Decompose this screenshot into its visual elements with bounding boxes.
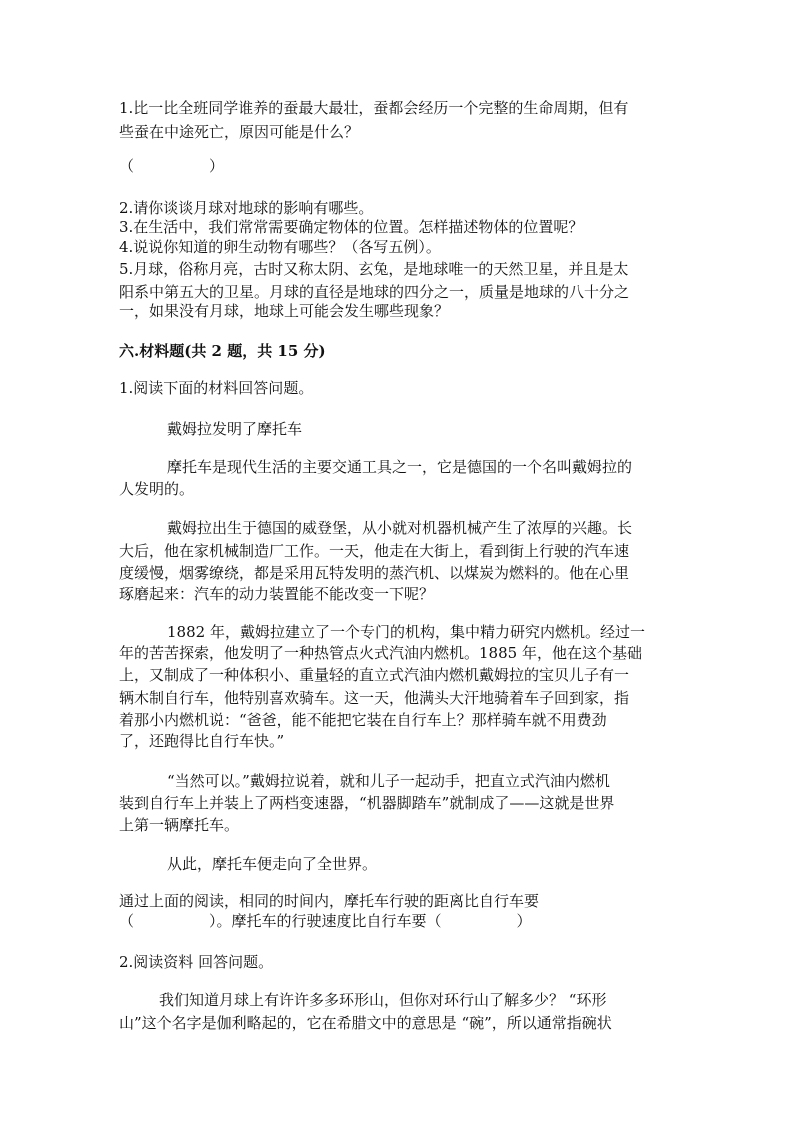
question-5-1-line-1: 1.比一比全班同学谁养的蚕最大最壮，蚕都会经历一个完整的生命周期，但有 <box>119 99 629 117</box>
paragraph-1-line-1: 摩托车是现代生活的主要交通工具之一，它是德国的一个名叫戴姆拉的 <box>167 458 633 476</box>
question-6-1-line-2: （ ）。摩托车的行驶速度比自行车要（ ） <box>119 912 532 930</box>
question-5-2: 2.请你谈谈月球对地球的影响有哪些。 <box>119 199 374 217</box>
paragraph-2-line-3: 度缓慢，烟雾缭绕，都是采用瓦特发明的蒸汽机、以煤炭为燃料的。他在心里 <box>119 564 630 582</box>
paragraph-4-line-1: “当然可以。”戴姆拉说着，就和儿子一起动手，把直立式汽油内燃机 <box>167 772 610 790</box>
paragraph-2-line-4: 琢磨起来：汽车的动力装置能不能改变一下呢？ <box>119 585 435 603</box>
paragraph-2-line-2: 大后，他在家机械制造厂工作。一天，他走在大街上，看到街上行驶的汽车速 <box>119 542 630 560</box>
question-5-4: 4.说说你知道的卵生动物有哪些？（各写五例）。 <box>119 238 441 256</box>
reading-2-line-1: 我们知道月球上有许许多多环形山，但你对环行山了解多少？ “环形 <box>159 991 607 1009</box>
paragraph-1-line-2: 人发明的。 <box>119 480 195 498</box>
question-6-2-prompt: 2.阅读资料 回答问题。 <box>119 953 274 971</box>
paragraph-3-line-3: 上，又制成了一种体积小、重量轻的直立式汽油内燃机戴姆拉的宝贝儿子有一 <box>119 666 630 684</box>
paragraph-3-line-6: 了，还跑得比自行车快。” <box>119 732 285 750</box>
question-6-1-prompt: 1.阅读下面的材料回答问题。 <box>119 379 314 397</box>
paragraph-4-line-2: 装到自行车上并装上了两档变速器，“机器脚踏车”就制成了——这就是世界 <box>119 794 615 812</box>
question-6-1-line-1: 通过上面的阅读，相同的时间内，摩托车行驶的距离比自行车要 <box>119 892 540 910</box>
question-5-5-line-2: 阳系中第五大的卫星。月球的直径是地球的四分之一，质量是地球的八十分之 <box>119 283 630 301</box>
question-5-1-line-2: 些蚕在中途死亡，原因可能是什么？ <box>119 123 360 141</box>
question-5-5-line-3: 一，如果没有月球，地球上可能会发生哪些现象？ <box>119 302 450 320</box>
paragraph-5: 从此，摩托车便走向了全世界。 <box>167 855 378 873</box>
paragraph-3-line-4: 辆木制自行车，他特别喜欢骑车。这一天，他满头大汗地骑着车子回到家，指 <box>119 689 630 707</box>
reading-2-line-2: 山”这个名字是伽利略起的，它在希腊文中的意思是 “碗”，所以通常指碗状 <box>119 1014 612 1032</box>
section-6-heading: 六.材料题(共 2 题，共 15 分) <box>119 342 326 360</box>
article-title: 戴姆拉发明了摩托车 <box>167 420 303 438</box>
question-5-3: 3.在生活中，我们常常需要确定物体的位置。怎样描述物体的位置呢？ <box>119 218 584 236</box>
paragraph-4-line-3: 上第一辆摩托车。 <box>119 816 240 834</box>
question-5-5-line-1: 5.月球，俗称月亮，古时又称太阴、玄兔，是地球唯一的天然卫星，并且是太 <box>119 260 629 278</box>
paragraph-3-line-5: 着那小内燃机说：“爸爸，能不能把它装在自行车上？那样骑车就不用费劲 <box>119 711 607 729</box>
paragraph-3-line-1: 1882 年，戴姆拉建立了一个专门的机构，集中精力研究内燃机。经过一 <box>167 623 645 641</box>
paragraph-2-line-1: 戴姆拉出生于德国的威登堡，从小就对机器机械产生了浓厚的兴趣。长 <box>167 519 633 537</box>
paragraph-3-line-2: 年的苦苦探索，他发明了一种热管点火式汽油内燃机。1885 年，他在这个基础 <box>119 644 642 662</box>
answer-blank: （ ） <box>119 157 225 175</box>
